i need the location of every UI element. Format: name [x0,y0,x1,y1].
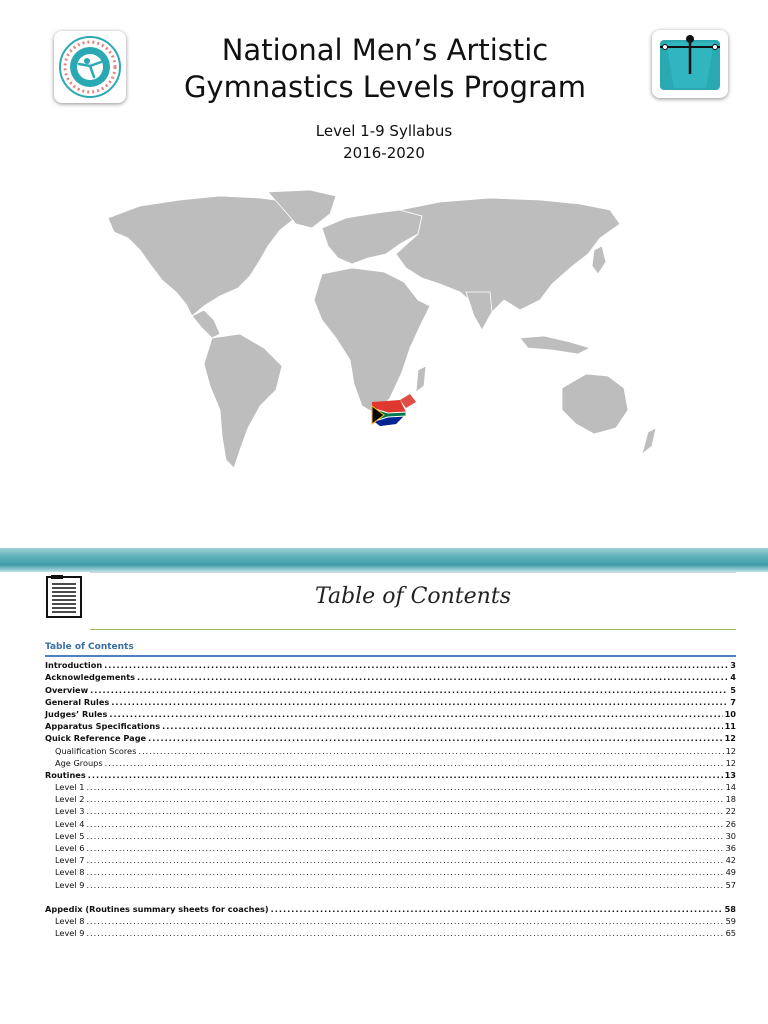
gymnast-brand-logo [652,30,728,98]
toc-entry[interactable] [45,671,736,683]
toc-dot-leader [86,781,723,793]
toc-entry[interactable] [45,757,736,769]
madagascar-shape [416,366,426,392]
toc-entry[interactable] [45,659,736,671]
toc-entry[interactable] [45,903,736,915]
toc-entry-title: Level 4 [55,818,85,829]
toc-dot-leader [86,854,723,866]
toc-dot-leader [86,866,723,878]
toc-entry[interactable] [45,854,736,866]
toc-dot-leader [86,818,723,830]
australia-shape [562,374,628,434]
document-title [150,32,620,106]
document-icon [44,574,84,620]
toc-dot-leader [111,696,728,708]
new-zealand-shape [642,428,656,454]
asia-shape [396,198,620,312]
toc-dot-leader [90,684,728,696]
toc-page-number: 42 [725,855,736,866]
toc-entry-title: Acknowledgements [45,672,135,683]
toc-dot-leader [86,879,723,891]
toc-entry-title: Qualification Scores [55,745,137,756]
toc-blue-divider [45,655,736,657]
subtitle-years: 2016-2020 [343,144,425,162]
toc-entry-title: Routines [45,769,86,780]
toc-entry[interactable] [45,842,736,854]
toc-entry-title: Level 3 [55,806,85,817]
toc-entry[interactable] [45,769,736,781]
toc-dot-leader [109,708,722,720]
toc-page-number: 3 [730,660,736,671]
toc-dot-leader [86,793,723,805]
toc-entry-title: Judges’ Rules [45,708,108,719]
toc-entry[interactable] [45,696,736,708]
toc-label: Table of Contents [45,642,134,652]
toc-page-number: 11 [724,721,736,732]
gymnast-figure-icon [652,30,728,98]
toc-entry-title: Age Groups [55,757,103,768]
toc-page-number: 14 [725,782,736,793]
toc-entry-title: Quick Reference Page [45,733,147,744]
toc-page-number: 18 [725,794,736,805]
toc-document-icon [44,574,84,620]
toc-dot-leader [148,732,722,744]
toc-entry-title: Appedix (Routines summary sheets for coaches) [45,903,269,914]
toc-page-number: 59 [725,915,736,926]
toc-entry[interactable] [45,830,736,842]
title-line-1: National Men’s Artistic [221,33,549,67]
toc-dot-leader [105,757,724,769]
toc-page-number: 26 [725,818,736,829]
toc-entry[interactable] [45,720,736,732]
toc-page-number: 57 [725,879,736,890]
toc-page-number: 30 [725,830,736,841]
toc-entry-title: Level 8 [55,915,85,926]
toc-entry[interactable] [45,732,736,744]
toc-list [45,659,736,939]
toc-page-number: 12 [725,745,736,756]
toc-dot-leader [88,769,723,781]
title-line-2: Gymnastics Levels Program [183,70,587,104]
toc-dot-leader [86,927,723,939]
toc-dot-leader [271,903,723,915]
document-subtitle [234,120,534,164]
toc-entry-title: Introduction [45,660,103,671]
toc-page-number: 12 [725,757,736,768]
toc-entry[interactable] [45,805,736,817]
toc-entry-title: Apparatus Specifications [45,721,161,732]
federation-emblem-icon [54,31,126,103]
japan-shape [592,246,606,274]
toc-top-divider [90,572,736,573]
toc-entry-title: Level 5 [55,830,85,841]
toc-dot-leader [162,720,723,732]
toc-entry[interactable] [45,744,736,756]
toc-dot-leader [86,915,723,927]
decorative-band [0,548,768,572]
toc-entry[interactable] [45,817,736,829]
toc-page-number: 49 [725,867,736,878]
toc-page-number: 58 [724,903,736,914]
toc-entry-title: Level 7 [55,855,85,866]
india-shape [466,292,492,330]
toc-entry-title: Level 8 [55,867,85,878]
toc-page-number: 36 [725,843,736,853]
world-map [100,188,670,478]
toc-page-number: 13 [724,769,736,780]
toc-page-number: 10 [724,708,736,719]
toc-entry[interactable] [45,793,736,805]
north-america-shape [108,196,298,316]
toc-page-number: 22 [725,806,736,817]
toc-page-number: 7 [730,696,736,707]
toc-entry-title: General Rules [45,696,110,707]
toc-entry[interactable] [45,866,736,878]
toc-entry[interactable] [45,683,736,695]
toc-entry[interactable] [45,927,736,939]
toc-dot-leader [86,805,723,817]
toc-entry-title: Level 9 [55,928,85,939]
toc-entry-title: Level 1 [55,782,85,793]
central-america-shape [192,310,220,338]
toc-dot-leader [104,659,728,671]
toc-page-number: 12 [724,733,736,744]
toc-dot-leader [138,745,723,757]
indonesia-shape [520,336,590,354]
gymnastics-federation-logo [54,31,126,103]
toc-dot-leader [86,830,723,842]
toc-page-number: 4 [730,672,736,683]
toc-entry-title: Level 6 [55,843,85,853]
subtitle-syllabus: Level 1-9 Syllabus [315,122,453,140]
toc-page-number: 5 [730,684,736,695]
toc-entry-title: Level 2 [55,794,85,805]
toc-heading: Table of Contents [314,584,511,609]
toc-entry[interactable] [45,781,736,793]
toc-page-number: 65 [725,928,736,939]
toc-entry-title: Level 9 [55,879,85,890]
toc-dot-leader [86,842,723,854]
toc-entry-title: Overview [45,684,89,695]
south-america-shape [204,334,282,468]
toc-entry[interactable] [45,708,736,720]
toc-entry[interactable] [45,878,736,890]
africa-shape [314,268,430,414]
toc-dot-leader [137,671,728,683]
toc-entry[interactable] [45,915,736,927]
toc-green-divider [90,629,736,630]
world-map-graphic [100,188,670,478]
